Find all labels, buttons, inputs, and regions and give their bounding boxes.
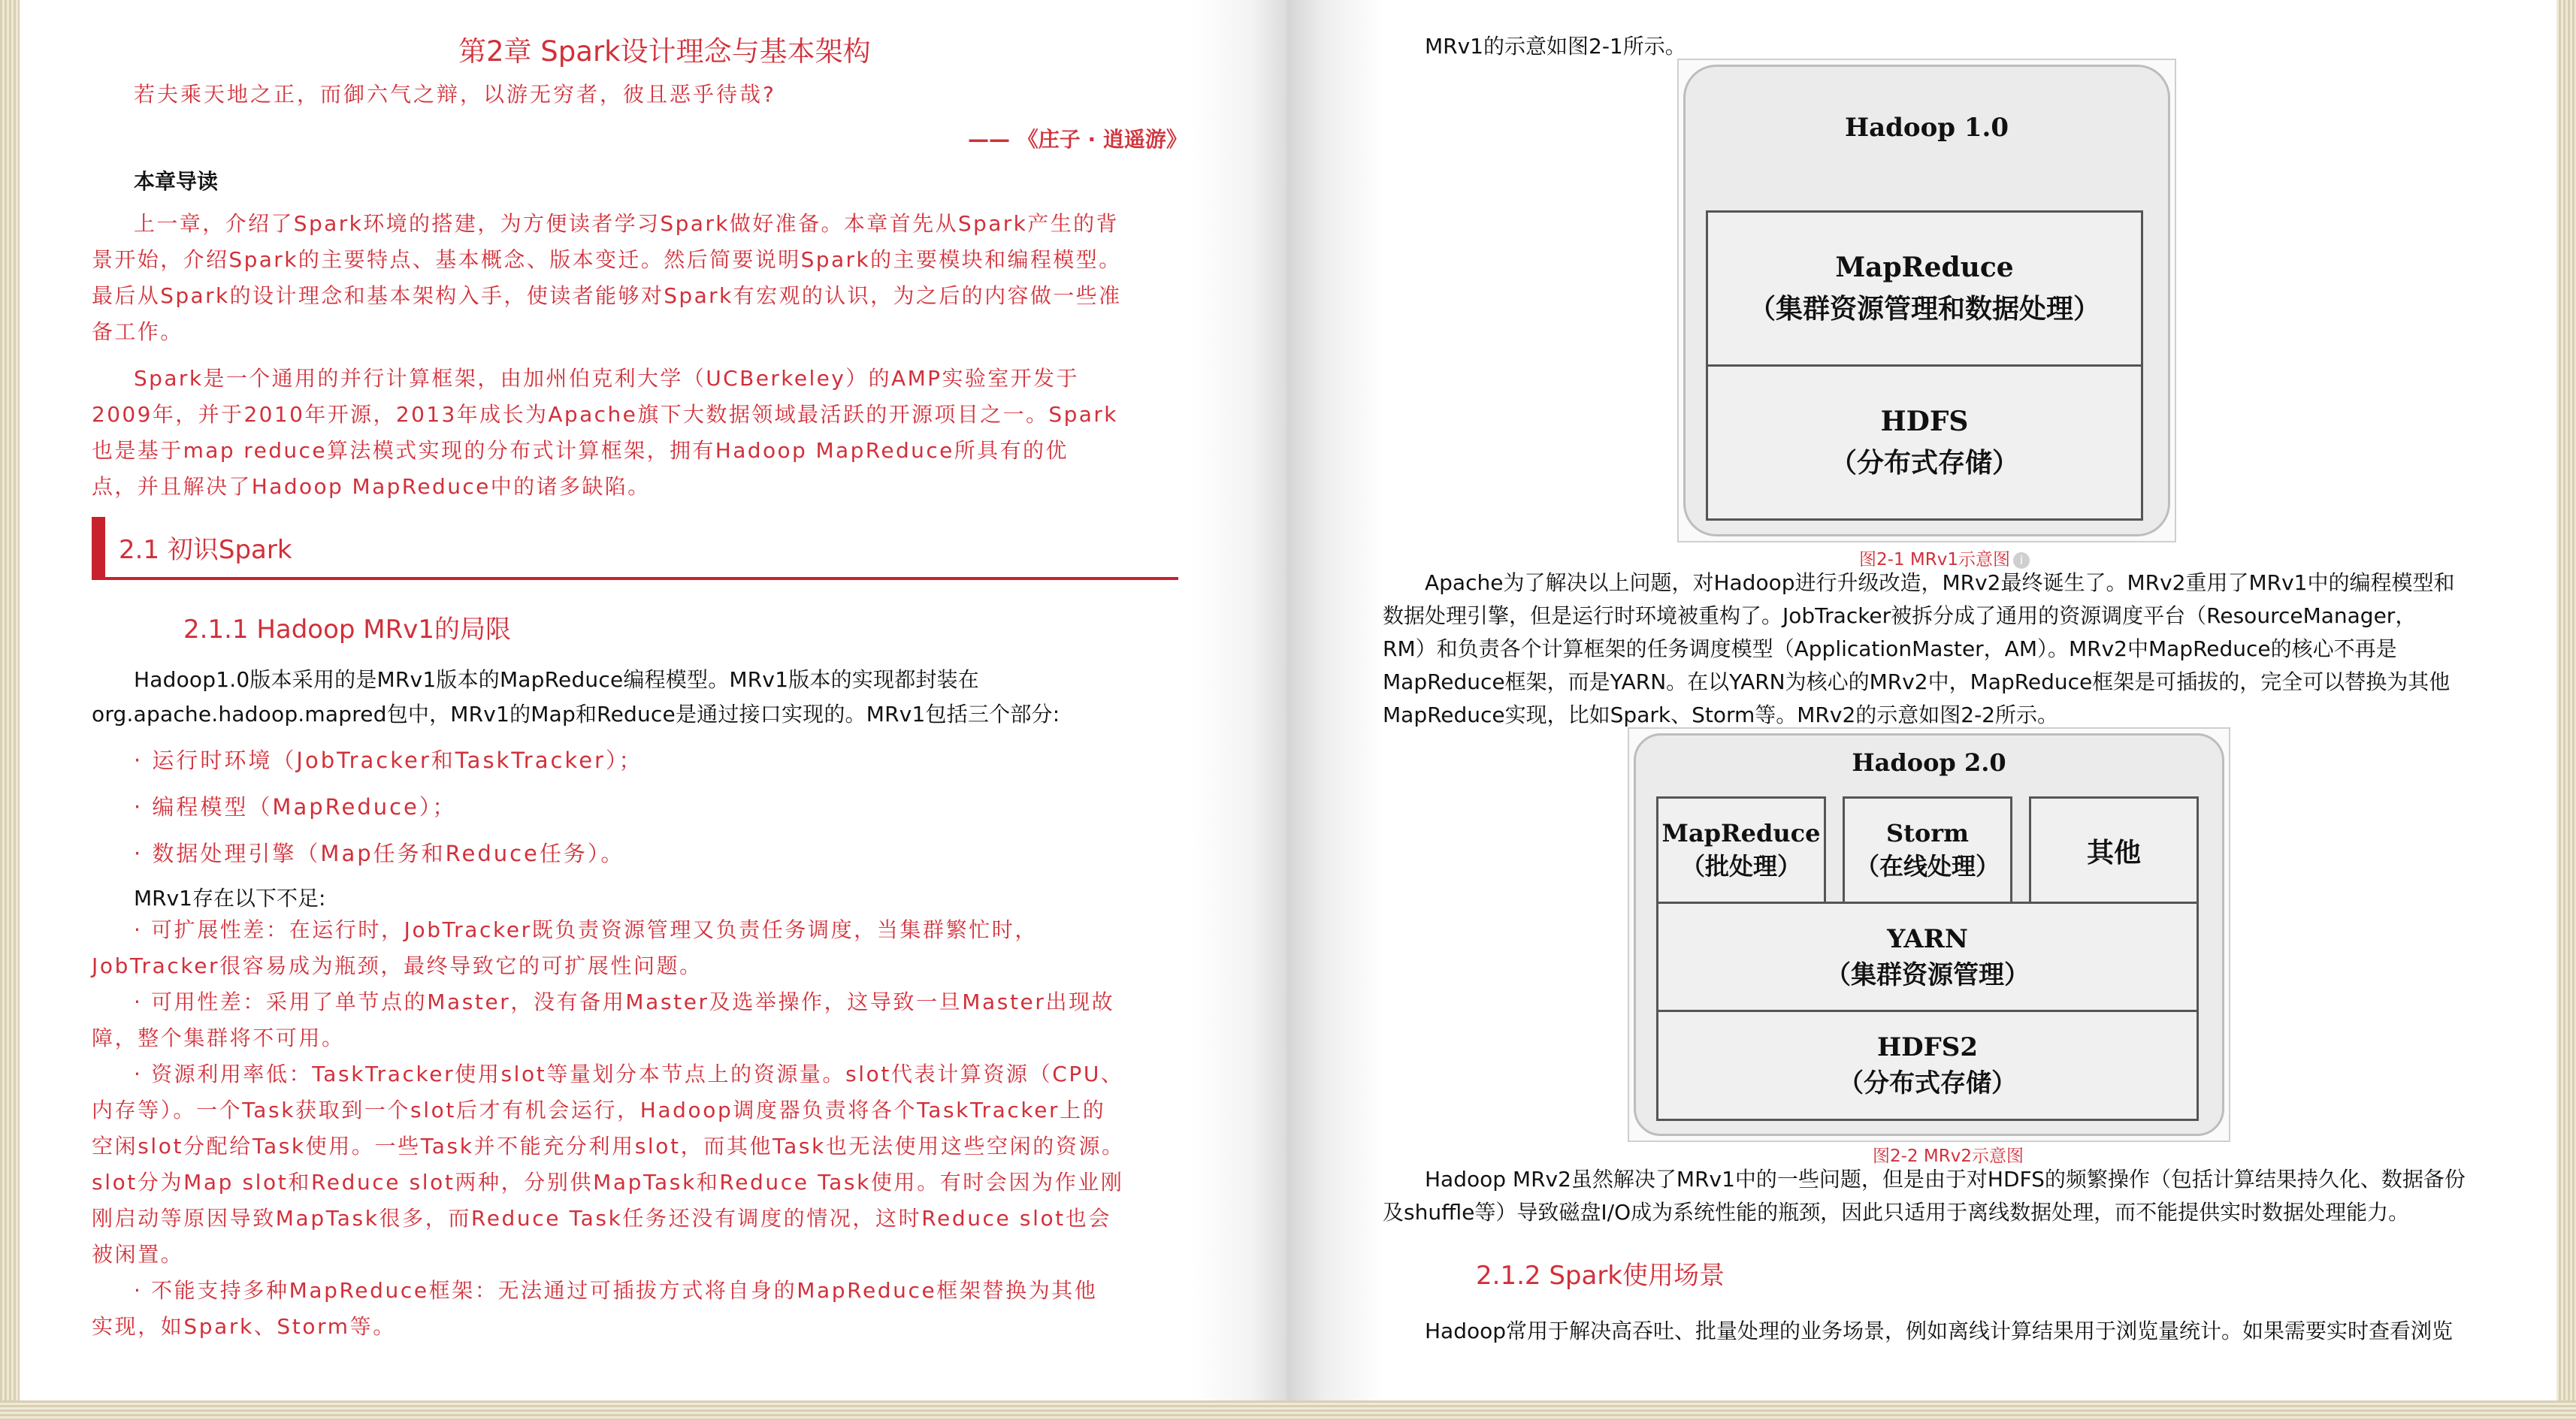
hdfs2-desc: （分布式存储）	[1838, 1068, 2017, 1098]
shortcomings-intro: MRv1存在以下不足:	[134, 886, 326, 911]
mrv1-paragraph	[92, 663, 1060, 732]
spark-line: Spark是一个通用的并行计算框架，由加州伯克利大学（UCBerkeley）的AMP实验室开发于	[134, 366, 1079, 391]
apache-line: RM）和负责各个计算框架的任务调度模型（ApplicationMaster，AM）。MRv2中MapReduce的核心不再是	[1383, 636, 2397, 661]
apache-paragraph	[1383, 566, 2454, 732]
shortcomings-list	[92, 912, 1125, 1345]
mapreduce-batch-label: MapReduce	[1661, 819, 1821, 847]
mrv2-paragraph	[1383, 1163, 2466, 1229]
shortcoming-line: slot分为Map slot和Reduce slot两种，分别供MapTask和Reduce Task使用。有时会因为作业刚	[92, 1170, 1124, 1195]
section-title: 2.1 初识Spark	[119, 535, 292, 565]
intro-paragraph	[92, 206, 1121, 350]
spark-line: 也是基于map reduce算法模式实现的分布式计算框架，拥有Hadoop MapReduce所具有的优	[92, 438, 1069, 463]
caption-text: 图2-1 MRv1示意图	[1859, 550, 2010, 570]
hadoop1-title: Hadoop 1.0	[1844, 113, 2009, 143]
mapreduce-label: MapReduce	[1835, 251, 2014, 283]
usage-paragraph-line: Hadoop常用于解决高吞吐、批量处理的业务场景，例如离线计算结果用于浏览量统计。如果需要实时查看浏览	[1425, 1319, 2454, 1343]
intro-line: 景开始，介绍Spark的主要特点、基本概念、版本变迁。然后简要说明Spark的主要模块和编程模型。	[92, 247, 1122, 272]
shortcoming-line: 实现，如Spark、Storm等。	[92, 1314, 396, 1339]
intro-line: 上一章，介绍了Spark环境的搭建，为方便读者学习Spark做好准备。本章首先从Spark产生的背	[134, 211, 1119, 236]
shortcoming-line: 被闲置。	[92, 1242, 184, 1267]
spark-paragraph	[92, 361, 1118, 505]
book-edge-left	[0, 0, 20, 1420]
epigraph-quote: 若夫乘天地之正，而御六气之辩，以游无穷者，彼且恶乎待哉?	[134, 82, 776, 107]
hdfs2-box	[1656, 1010, 2199, 1121]
mapreduce-batch-box	[1656, 796, 1826, 905]
figure-2-1	[1677, 59, 2176, 542]
apache-line: MapReduce框架，而是YARN。在以YARN为核心的MRv2中，MapReduce框架是可插拔的，完全可以替换为其他	[1383, 669, 2451, 694]
shortcoming-line: · 可用性差：采用了单节点的Master，没有备用Master及选举操作，这导致一旦Master出现故	[134, 989, 1115, 1014]
hadoop2-title: Hadoop 2.0	[1852, 748, 2006, 777]
figure-2-2	[1628, 727, 2230, 1142]
section-underline	[92, 577, 1178, 580]
book-edge-right	[2556, 0, 2576, 1420]
other-box	[2029, 796, 2199, 905]
chapter-lead-heading: 本章导读	[134, 169, 219, 194]
right-page	[1286, 0, 2556, 1400]
info-icon[interactable]: i	[2013, 552, 2030, 569]
shortcoming-line: 内存等）。一个Task获取到一个slot后才有机会运行，Hadoop调度器负责将各个TaskTracker上的	[92, 1098, 1106, 1122]
yarn-label: YARN	[1887, 923, 1968, 954]
yarn-box	[1656, 902, 2199, 1013]
shortcoming-line: 空闲slot分配给Task使用。一些Task并不能充分利用slot，而其他Task也无法使用这些空闲的资源。	[92, 1134, 1125, 1159]
spark-line: 点，并且解决了Hadoop MapReduce中的诸多缺陷。	[92, 474, 651, 499]
mrv2-line: Hadoop MRv2虽然解决了MRv1中的一些问题，但是由于对HDFS的频繁操作（包括计算结果持久化、数据备份	[1425, 1167, 2466, 1192]
storm-desc: （在线处理）	[1855, 852, 2000, 881]
subsection-title: 2.1.1 Hadoop MRv1的局限	[183, 615, 512, 645]
section-accent-bar	[92, 517, 105, 580]
mrv2-line: 及shuffle等）导致磁盘I/O成为系统性能的瓶颈，因此只适用于离线数据处理，而不能提供实时数据处理能力。	[1383, 1200, 2410, 1225]
shortcoming-line: JobTracker很容易成为瓶颈，最终导致它的可扩展性问题。	[92, 953, 703, 978]
mapreduce-batch-desc: （批处理）	[1680, 852, 1801, 881]
book-edge-bottom	[0, 1400, 2576, 1420]
hdfs-box	[1706, 364, 2143, 521]
subsection-title-2-1-2: 2.1.2 Spark使用场景	[1476, 1261, 1725, 1291]
apache-line: MapReduce实现，比如Spark、Storm等。MRv2的示意如图2-2所示。	[1383, 702, 2058, 727]
hdfs-desc: （分布式存储）	[1829, 446, 2019, 479]
bullet-item: · 数据处理引擎（Map任务和Reduce任务）。	[134, 841, 625, 866]
intro-line: 备工作。	[92, 319, 183, 344]
bullet-item: · 运行时环境（JobTracker和TaskTracker）；	[134, 748, 643, 773]
mapreduce-desc: （集群资源管理和数据处理）	[1748, 292, 2100, 325]
chapter-title: 第2章 Spark设计理念与基本架构	[458, 35, 871, 68]
apache-line: 数据处理引擎，但是运行时环境被重构了。JobTracker被拆分成了通用的资源调度平台（ResourceManager，	[1383, 603, 2417, 628]
section-heading-2-1	[92, 517, 1178, 580]
shortcoming-line: 障，整个集群将不可用。	[92, 1026, 345, 1050]
shortcoming-line: · 不能支持多种MapReduce框架：无法通过可插拔方式将自身的MapReduce框架替换为其他	[134, 1278, 1098, 1303]
spark-line: 2009年，并于2010年开源，2013年成长为Apache旗下大数据领域最活跃的开源项目之一。Spark	[92, 402, 1118, 427]
shortcoming-line: · 资源利用率低：TaskTracker使用slot等量划分本节点上的资源量。slot代表计算资源（CPU、	[134, 1062, 1124, 1086]
mrv1-line: Hadoop1.0版本采用的是MRv1版本的MapReduce编程模型。MRv1版本的实现都封装在	[134, 667, 980, 692]
epigraph-source: —— 《庄子 · 逍遥游》	[968, 127, 1187, 152]
figure-intro-line: MRv1的示意如图2-1所示。	[1425, 34, 1686, 59]
mrv1-line: org.apache.hadoop.mapred包中，MRv1的Map和Reduce是通过接口实现的。MRv1包括三个部分:	[92, 702, 1060, 727]
other-label: 其他	[2086, 836, 2141, 869]
bullet-item: · 编程模型（MapReduce）；	[134, 794, 457, 820]
shortcoming-line: 刚启动等原因导致MapTask很多，而Reduce Task任务还没有调度的情况，这时Reduce slot也会	[92, 1206, 1111, 1231]
figure-2-2-caption: 图2-2 MRv2示意图	[1873, 1147, 2024, 1166]
hdfs-label: HDFS	[1880, 405, 1969, 437]
yarn-desc: （集群资源管理）	[1825, 959, 2030, 990]
shortcoming-line: · 可扩展性差：在运行时，JobTracker既负责资源管理又负责任务调度，当集群繁忙时，	[134, 917, 1038, 942]
mapreduce-box	[1706, 210, 2143, 367]
apache-line: Apache为了解决以上问题，对Hadoop进行升级改造，MRv2最终诞生了。MRv2重用了MRv1中的编程模型和	[1425, 570, 2455, 595]
left-page	[20, 0, 1286, 1400]
storm-label: Storm	[1886, 819, 1969, 847]
intro-line: 最后从Spark的设计理念和基本架构入手，使读者能够对Spark有宏观的认识，为之后的内容做一些准	[92, 283, 1122, 308]
storm-box	[1843, 796, 2012, 905]
hdfs2-label: HDFS2	[1877, 1032, 1978, 1062]
